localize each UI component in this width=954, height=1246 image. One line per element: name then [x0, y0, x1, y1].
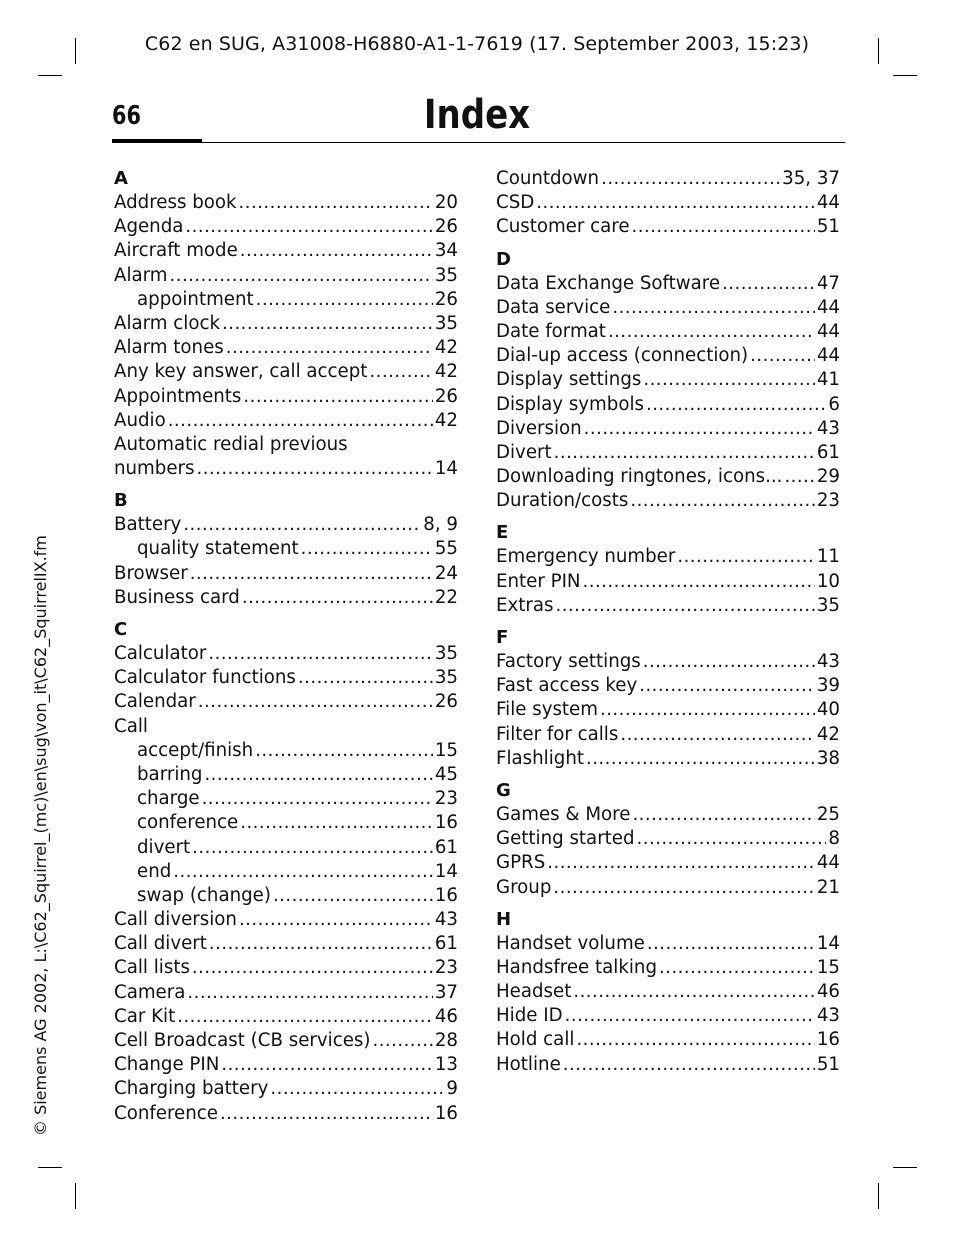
entry-page: 35	[434, 264, 458, 286]
section-letter: A	[114, 168, 128, 189]
entry-term: Flashlight	[496, 747, 584, 769]
index-entry	[114, 715, 458, 739]
dot-leader	[301, 537, 433, 561]
index-entry	[496, 723, 840, 747]
index-entry	[496, 417, 840, 441]
dot-leader	[173, 860, 433, 884]
entry-page: 14	[434, 860, 458, 882]
entry-term: Hotline	[496, 1053, 561, 1075]
entry-term: Customer care	[496, 216, 630, 238]
index-entry	[114, 215, 458, 239]
index-entry	[114, 1029, 458, 1053]
section-letter: D	[496, 248, 511, 270]
index-entry	[114, 288, 458, 312]
index-entry	[114, 239, 458, 263]
index-section	[114, 489, 458, 610]
entry-page: 61	[816, 441, 840, 463]
index-entry	[496, 296, 840, 320]
dot-leader	[583, 570, 815, 594]
index-entry	[114, 1077, 458, 1101]
section-letter: G	[496, 779, 511, 801]
entry-page: 61	[434, 836, 458, 858]
entry-term: charge	[137, 788, 200, 810]
entry-page: 13	[434, 1054, 458, 1076]
dot-leader	[192, 836, 433, 860]
entry-term: Diversion	[496, 417, 582, 439]
entry-term: Calculator	[114, 643, 207, 664]
entry-term: Address book	[114, 192, 237, 213]
entry-page: 23	[434, 788, 458, 810]
entry-page: 14	[816, 932, 840, 954]
entry-page: 42	[434, 409, 458, 431]
entry-term: Browser	[114, 562, 188, 584]
index-entry	[114, 860, 458, 884]
dot-leader	[659, 956, 815, 980]
entry-term: Call lists	[114, 957, 190, 979]
entry-page: 16	[816, 1029, 840, 1051]
entry-page: 35, 37	[782, 168, 840, 189]
entry-term: Handsfree talking	[496, 956, 657, 978]
entry-term: Emergency number	[496, 546, 676, 568]
entry-page: 9	[446, 1078, 458, 1100]
entry-term: Date format	[496, 320, 606, 342]
entry-term: Call diversion	[114, 909, 237, 931]
dot-leader	[298, 666, 433, 690]
dot-leader	[196, 457, 432, 481]
index-entry	[114, 360, 458, 384]
page-number-bar	[112, 139, 202, 143]
index-entry	[496, 980, 840, 1004]
entry-term: Car Kit	[114, 1005, 176, 1027]
entry-term: CSD	[496, 192, 535, 214]
index-entry	[496, 272, 840, 296]
entry-term: Countdown	[496, 168, 600, 189]
entry-page: 61	[434, 933, 458, 955]
dot-leader	[222, 312, 433, 336]
entry-page: 15	[816, 956, 840, 978]
index-entry	[114, 312, 458, 336]
index-entry	[496, 956, 840, 980]
entry-term: Dial-up access (connection)	[496, 345, 749, 367]
dot-leader	[677, 545, 814, 569]
index-entry	[114, 562, 458, 586]
dot-leader	[554, 441, 815, 465]
dot-leader	[240, 811, 433, 835]
section-letter: C	[114, 619, 128, 640]
entry-term: Call divert	[114, 933, 207, 955]
index-entry	[496, 344, 840, 368]
entry-term: Charging battery	[114, 1078, 269, 1100]
index-entry	[496, 747, 840, 771]
index-section	[496, 521, 840, 618]
entry-page: 43	[816, 417, 840, 439]
entry-term: Hide ID	[496, 1005, 563, 1027]
index-entry	[114, 908, 458, 932]
entry-page: 44	[816, 296, 840, 318]
dot-leader	[586, 747, 815, 771]
entry-page: 22	[434, 586, 458, 608]
index-entry	[114, 981, 458, 1005]
dot-leader	[221, 1053, 432, 1077]
index-entry	[114, 385, 458, 409]
index-entry	[114, 264, 458, 288]
page-title: Index	[423, 92, 531, 138]
index-entry	[114, 537, 458, 561]
index-entry	[496, 368, 840, 392]
dot-leader	[372, 1029, 432, 1053]
dot-leader	[536, 191, 815, 215]
index-entry	[114, 586, 458, 610]
entry-term: Hold call	[496, 1029, 575, 1051]
entry-term: Calendar	[114, 691, 196, 713]
entry-page: 44	[816, 192, 840, 214]
entry-page: 10	[816, 570, 840, 592]
entry-term: Handset volume	[496, 932, 645, 954]
dot-leader	[185, 215, 432, 239]
entry-page: 26	[434, 691, 458, 713]
dot-leader	[190, 562, 433, 586]
crop-mark	[38, 1167, 62, 1168]
index-entry	[496, 1028, 840, 1052]
entry-term: Data Exchange Software	[496, 272, 721, 294]
entry-term: Data service	[496, 296, 611, 318]
entry-term: appointment	[137, 288, 254, 310]
entry-page: 43	[816, 651, 840, 672]
entry-page: 37	[434, 981, 458, 1003]
entry-term: Call	[114, 715, 148, 737]
index-section	[496, 779, 840, 900]
entry-page: 16	[434, 1102, 458, 1124]
dot-leader	[273, 884, 433, 908]
dot-leader	[255, 739, 433, 763]
dot-leader	[632, 215, 815, 239]
dot-leader	[637, 827, 827, 851]
index-entry	[496, 167, 840, 191]
entry-term: Filter for calls	[496, 723, 619, 745]
dot-leader	[576, 1028, 814, 1052]
dot-leader	[573, 980, 814, 1004]
entry-term: Games & More	[496, 803, 631, 825]
crop-mark	[893, 75, 917, 76]
entry-page: 55	[434, 538, 458, 560]
entry-term: Downloading ringtones, icons...	[496, 466, 783, 488]
crop-mark	[38, 75, 62, 76]
entry-term: Divert	[496, 441, 552, 463]
entry-term: accept/finish	[137, 739, 254, 761]
dot-leader	[584, 417, 815, 441]
dot-leader	[547, 851, 815, 875]
dot-leader	[600, 698, 815, 722]
entry-term: Cell Broadcast (CB services)	[114, 1030, 371, 1051]
entry-term: Factory settings	[496, 651, 641, 672]
title-rule	[202, 142, 845, 143]
index-entry	[496, 698, 840, 722]
index-entry	[496, 489, 840, 513]
side-file-path: © Siemens AG 2002, L:\C62_Squirrel_(mc)\en\sug\von_it\C62_SquirrelIX.fm	[31, 535, 50, 1136]
index-entry	[114, 956, 458, 980]
entry-page: 42	[816, 723, 840, 745]
dot-leader	[198, 690, 433, 714]
index-entry	[114, 1005, 458, 1029]
section-letter: F	[496, 627, 509, 648]
entry-page: 35	[434, 312, 458, 334]
entry-page: 35	[816, 594, 840, 616]
index-entry	[496, 320, 840, 344]
index-entry	[114, 1102, 458, 1126]
crop-mark	[893, 1167, 917, 1168]
entry-term: swap (change)	[137, 884, 271, 906]
index-entry	[114, 884, 458, 908]
entry-page: 26	[434, 288, 458, 310]
index-entry	[114, 433, 458, 457]
index-entry	[114, 836, 458, 860]
entry-page: 35	[434, 643, 458, 664]
index-section	[114, 167, 458, 481]
dot-leader	[750, 344, 815, 368]
index-entry	[496, 876, 840, 900]
index-entry	[496, 1004, 840, 1028]
page-number: 66	[112, 101, 141, 131]
entry-page: 40	[816, 699, 840, 721]
entry-term: barring	[137, 763, 203, 785]
entry-term: Change PIN	[114, 1054, 220, 1076]
entry-term: Extras	[496, 594, 554, 616]
entry-term: Battery	[114, 514, 182, 536]
dot-leader	[647, 932, 815, 956]
entry-page: 38	[816, 747, 840, 769]
entry-page: 6	[828, 393, 840, 415]
index-column-left	[114, 167, 458, 1126]
dot-leader	[240, 239, 433, 263]
dot-leader	[170, 264, 433, 288]
index-entry	[496, 674, 840, 698]
dot-leader	[563, 1053, 815, 1077]
dot-leader	[177, 1005, 433, 1029]
index-entry	[496, 545, 840, 569]
entry-page: 8, 9	[423, 514, 458, 536]
entry-page: 21	[816, 876, 840, 898]
entry-page: 34	[434, 240, 458, 262]
crop-mark	[878, 1183, 879, 1209]
dot-leader	[256, 288, 433, 312]
entry-term: Audio	[114, 409, 166, 431]
entry-page: 23	[816, 490, 840, 512]
dot-leader	[239, 191, 433, 215]
entry-term: Camera	[114, 981, 186, 1003]
index-section	[496, 908, 840, 1077]
dot-leader	[608, 320, 815, 344]
dot-leader	[187, 981, 432, 1005]
entry-term: Agenda	[114, 216, 184, 238]
dot-leader	[242, 586, 433, 610]
entry-term: numbers	[114, 458, 195, 480]
dot-leader	[204, 763, 432, 787]
dot-leader	[643, 368, 814, 392]
dot-leader	[239, 908, 433, 932]
entry-page: 29	[816, 466, 840, 488]
dot-leader	[226, 336, 433, 360]
index-entry	[496, 594, 840, 618]
index-entry	[114, 642, 458, 666]
index-entry	[114, 336, 458, 360]
entry-page: 16	[434, 884, 458, 906]
entry-term: Any key answer, call accept	[114, 361, 368, 383]
index-section	[114, 618, 458, 1126]
entry-page: 41	[816, 369, 840, 391]
index-entry	[114, 763, 458, 787]
dot-leader	[630, 489, 815, 513]
index-entry	[496, 570, 840, 594]
index-entry	[496, 932, 840, 956]
entry-term: Group	[496, 876, 552, 898]
index-entry	[114, 787, 458, 811]
entry-term: Display symbols	[496, 393, 644, 415]
dot-leader	[369, 360, 432, 384]
section-letter: B	[114, 490, 128, 512]
entry-page: 16	[434, 812, 458, 834]
entry-page: 46	[434, 1005, 458, 1027]
entry-page: 51	[816, 1053, 840, 1075]
index-section	[496, 167, 840, 240]
dot-leader	[553, 876, 814, 900]
index-entry	[496, 1053, 840, 1077]
index-section	[496, 248, 840, 514]
entry-page: 45	[434, 763, 458, 785]
index-entry	[496, 191, 840, 215]
entry-term: conference	[137, 812, 239, 834]
dot-leader	[612, 296, 814, 320]
entry-term: Getting started	[496, 828, 635, 850]
index-entry	[114, 1053, 458, 1077]
entry-term: Fast access key	[496, 675, 638, 697]
dot-leader	[632, 803, 814, 827]
entry-term: Alarm	[114, 264, 168, 286]
index-section	[496, 626, 840, 771]
crop-mark	[75, 1183, 76, 1209]
entry-term: Enter PIN	[496, 570, 581, 592]
dot-leader	[555, 594, 814, 618]
entry-term: Aircraft mode	[114, 240, 238, 262]
entry-page: 24	[434, 562, 458, 584]
entry-term: GPRS	[496, 852, 546, 874]
section-letter: H	[496, 908, 512, 930]
dot-leader	[220, 1102, 433, 1126]
index-entry	[114, 457, 458, 481]
entry-term: Business card	[114, 586, 240, 608]
dot-leader	[722, 272, 815, 296]
entry-page: 26	[434, 385, 458, 407]
entry-term: Display settings	[496, 369, 642, 391]
dot-leader	[646, 393, 826, 417]
entry-page: 23	[434, 957, 458, 979]
entry-page: 51	[816, 216, 840, 238]
section-letter: E	[496, 522, 509, 544]
index-entry	[496, 803, 840, 827]
dot-leader	[620, 723, 815, 747]
index-entry	[114, 690, 458, 714]
entry-page: 8	[828, 828, 840, 850]
entry-page: 44	[816, 852, 840, 874]
entry-page: 44	[816, 345, 840, 367]
index-entry	[496, 393, 840, 417]
index-entry	[114, 666, 458, 690]
entry-page: 14	[434, 458, 458, 480]
entry-page: 20	[434, 192, 458, 213]
index-entry	[496, 650, 840, 674]
entry-page: 35	[434, 667, 458, 689]
index-entry	[496, 827, 840, 851]
dot-leader	[183, 513, 421, 537]
entry-page: 43	[434, 909, 458, 931]
dot-leader	[639, 674, 815, 698]
index-entry	[496, 851, 840, 875]
entry-page: 15	[434, 739, 458, 761]
entry-term: Alarm clock	[114, 312, 221, 334]
index-entry	[114, 513, 458, 537]
entry-page: 39	[816, 675, 840, 697]
index-entry	[114, 191, 458, 215]
dot-leader	[243, 385, 432, 409]
dot-leader	[202, 787, 433, 811]
entry-term: Appointments	[114, 385, 242, 407]
entry-term: divert	[137, 836, 191, 858]
entry-term: File system	[496, 699, 598, 721]
dot-leader	[270, 1077, 444, 1101]
entry-page: 42	[434, 337, 458, 359]
dot-leader	[208, 642, 432, 666]
dot-leader	[643, 650, 815, 674]
entry-term: end	[137, 860, 172, 882]
entry-page: 28	[434, 1030, 458, 1051]
index-entry	[114, 811, 458, 835]
dot-leader	[209, 932, 433, 956]
entry-page: 47	[816, 272, 840, 294]
entry-page: 26	[434, 216, 458, 238]
entry-page: 42	[434, 361, 458, 383]
entry-page: 46	[816, 981, 840, 1003]
index-entry	[496, 441, 840, 465]
entry-page: 43	[816, 1005, 840, 1027]
entry-page: 11	[816, 546, 840, 568]
entry-term: Duration/costs	[496, 490, 629, 512]
entry-page: 44	[816, 320, 840, 342]
index-entry	[114, 739, 458, 763]
entry-page: 25	[816, 803, 840, 825]
dot-leader	[192, 956, 433, 980]
entry-term: Alarm tones	[114, 337, 224, 359]
entry-term: quality statement	[137, 538, 299, 560]
index-entry	[114, 932, 458, 956]
entry-term: Automatic redial previous	[114, 433, 348, 455]
index-entry	[114, 409, 458, 433]
index-column-right	[496, 167, 840, 1077]
dot-leader	[784, 465, 814, 489]
index-entry	[496, 465, 840, 489]
dot-leader	[565, 1004, 815, 1028]
entry-term: Headset	[496, 981, 572, 1003]
index-entry	[496, 215, 840, 239]
dot-leader	[601, 167, 780, 191]
entry-term: Conference	[114, 1102, 218, 1124]
entry-term: Calculator functions	[114, 667, 296, 689]
dot-leader	[168, 409, 433, 433]
document-header: C62 en SUG, A31008-H6880-A1-1-7619 (17. September 2003, 15:23)	[144, 33, 810, 55]
